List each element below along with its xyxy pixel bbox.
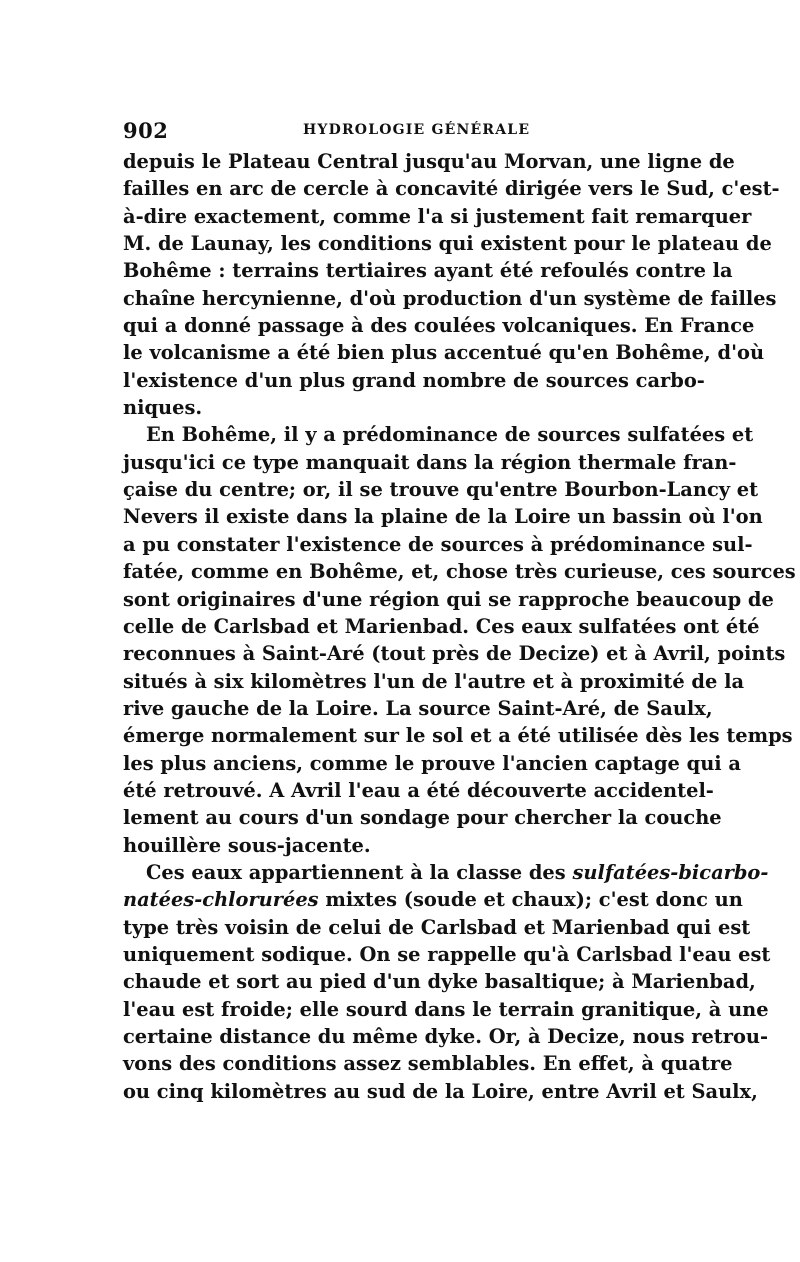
text-line: chaude et sort au pied d'un dyke basaltique; à Marienbad, bbox=[123, 970, 756, 994]
text-line: failles en arc de cercle à concavité dirigée vers le Sud, c'est- bbox=[123, 177, 780, 201]
text-line: jusqu'ici ce type manquait dans la région thermale fran- bbox=[123, 450, 737, 474]
text-line: ou cinq kilomètres au sud de la Loire, entre Avril et Saulx, bbox=[123, 1079, 758, 1103]
text-line: certaine distance du même dyke. Or, à Decize, nous retrou- bbox=[123, 1025, 769, 1048]
text-line: houillère sous-jacente. bbox=[123, 833, 371, 857]
text-line: l'eau est froide; elle sourd dans le terrain granitique, à une bbox=[123, 997, 769, 1021]
text-line bbox=[123, 886, 743, 913]
paragraph-start-line bbox=[123, 859, 769, 886]
text-line: uniquement sodique. On se rappelle qu'à Carlsbad l'eau est bbox=[123, 942, 771, 966]
text-line: émerge normalement sur le sol et a été utilisée dès les temps bbox=[123, 724, 793, 748]
text-line: Nevers il existe dans la plaine de la Loire un bassin où l'on bbox=[123, 505, 763, 529]
text-segment: Ces eaux appartiennent à la classe des bbox=[146, 860, 566, 884]
text-line: été retrouvé. A Avril l'eau a été découverte accidentel- bbox=[123, 778, 714, 802]
text-line: celle de Carlsbad et Marienbad. Ces eaux sulfatées ont été bbox=[123, 614, 760, 638]
text-line: type très voisin de celui de Carlsbad et Marienbad qui est bbox=[123, 915, 751, 939]
text-line: lement au cours d'un sondage pour chercher la couche bbox=[123, 806, 722, 830]
text-line: vons des conditions assez semblables. En effet, à quatre bbox=[123, 1052, 733, 1076]
text-line: chaîne hercynienne, d'où production d'un système de failles bbox=[123, 286, 777, 310]
paragraph-start-line: En Bohême, il y a prédominance de sources sulfatées et bbox=[146, 423, 754, 447]
text-line: les plus anciens, comme le prouve l'ancien captage qui a bbox=[123, 751, 741, 775]
text-line: reconnues à Saint-Aré (tout près de Decize) et à Avril, points bbox=[123, 642, 786, 666]
italic-term: sulfatées-bicarbo- bbox=[572, 860, 769, 884]
body-text bbox=[123, 148, 796, 1105]
text-line: l'existence d'un plus grand nombre de sources carbo- bbox=[123, 368, 705, 392]
text-line: sont originaires d'une région qui se rapproche beaucoup de bbox=[123, 587, 774, 611]
text-line: rive gauche de la Loire. La source Saint-Aré, de Saulx, bbox=[123, 696, 713, 720]
text-segment: mixtes (soude et chaux); c'est donc un bbox=[325, 888, 743, 912]
running-head bbox=[123, 118, 675, 142]
text-line: a pu constater l'existence de sources à prédominance sul- bbox=[123, 532, 753, 556]
text-line: qui a donné passage à des coulées volcaniques. En France bbox=[123, 314, 755, 338]
text-line: niques. bbox=[123, 396, 203, 420]
text-line: fatée, comme en Bohême, et, chose très curieuse, ces sources bbox=[123, 560, 796, 584]
text-line: le volcanisme a été bien plus accentué qu'en Bohême, d'où bbox=[123, 341, 765, 365]
text-line: à-dire exactement, comme l'a si justement fait remarquer bbox=[123, 204, 752, 228]
text-line: situés à six kilomètres l'un de l'autre et à proximité de la bbox=[123, 669, 745, 693]
italic-term: natées-chlorurées bbox=[123, 888, 319, 912]
text-line: depuis le Plateau Central jusqu'au Morvan, une ligne de bbox=[123, 150, 735, 173]
text-line: Bohême : terrains tertiaires ayant été refoulés contre la bbox=[123, 259, 733, 283]
text-line: çaise du centre; or, il se trouve qu'entre Bourbon-Lancy et bbox=[123, 478, 759, 502]
text-line: M. de Launay, les conditions qui existent pour le plateau de bbox=[123, 232, 772, 256]
running-title: HYDROLOGIE GÉNÉRALE bbox=[303, 122, 531, 138]
page-number: 902 bbox=[123, 118, 169, 143]
